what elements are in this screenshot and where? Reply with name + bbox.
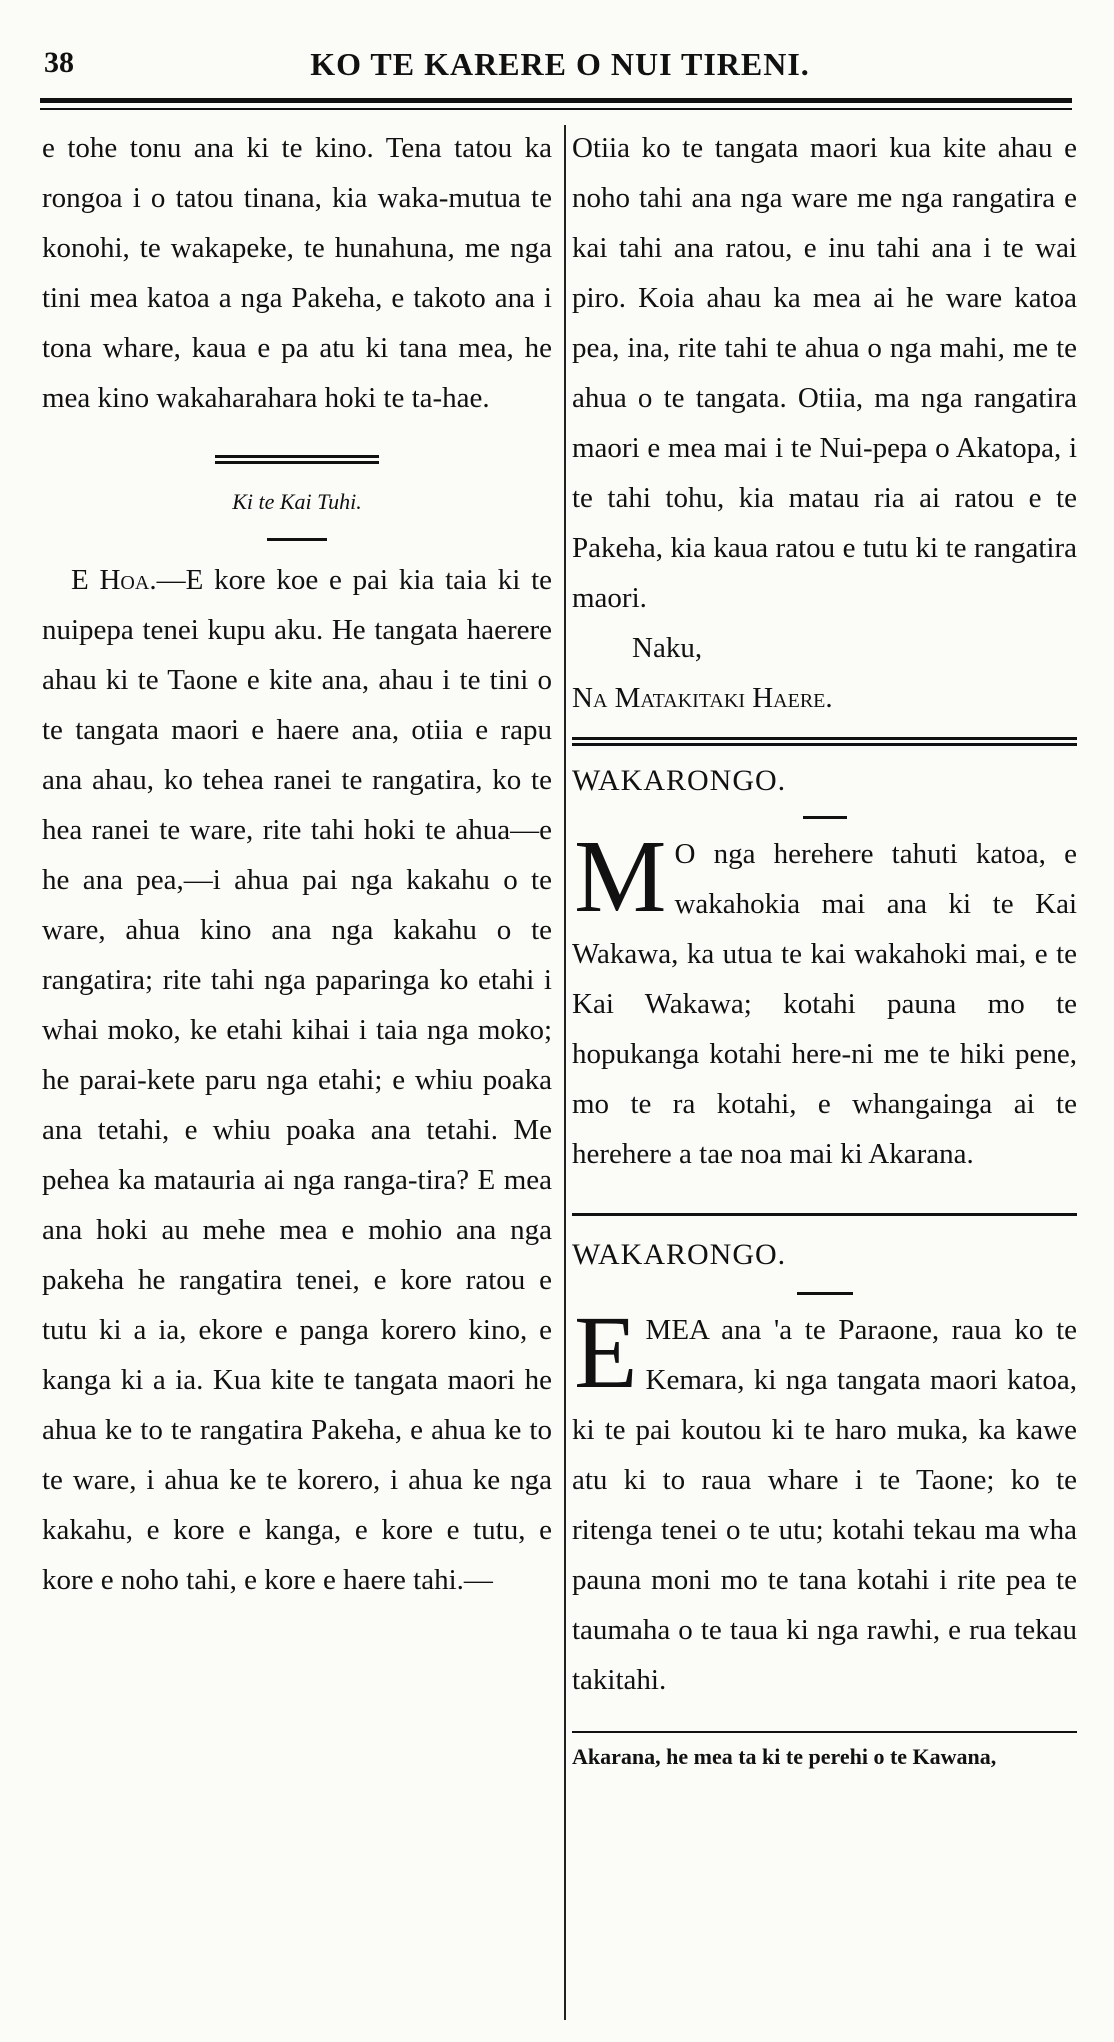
page-header (40, 44, 1080, 94)
opening-paragraph: e tohe tonu ana ki te kino. Tena tatou ka rongoa i o tatou tinana, kia waka-mutua te konohi, te wakapeke, te hunahuna, me nga tini mea katoa a nga Pakeha, e takoto ana i tona whare, kaua e pa atu ki tana mea, he mea kino wakaharahara hoki te ta-hae. (42, 132, 552, 414)
notice-body-paragraph (572, 1295, 1077, 1705)
header-rule-thick (40, 98, 1072, 103)
notice-body: ana 'a te Paraone, raua ko te Kemara, ki nga tangata maori katoa, ki te pai koutou ki te haro muka, ka kawe atu ki to raua whare i te Taone; ko te ritenga tenei o te utu; kotahi tekau ma wha pauna moni mo te tana kotahi i rite pea te taumaha o te taua ki nga rawhi, e rua tekau takitahi. (572, 1314, 1077, 1696)
signature: Na Matakitaki Haere. (572, 682, 833, 714)
salutation: E Hoa. (71, 564, 157, 596)
printer-note: Akarana, he mea ta ki te perehi o te Kawana, (572, 1744, 997, 1769)
section-double-rule (572, 737, 1077, 746)
notice-body-paragraph (572, 819, 1077, 1179)
page-number: 38 (44, 46, 74, 79)
notice-heading-rule (797, 1292, 853, 1295)
section-double-rule (215, 455, 379, 464)
notice-lead: MEA (645, 1314, 709, 1346)
letter-heading: Ki te Kai Tuhi. (232, 489, 362, 514)
drop-cap: E (574, 1295, 638, 1410)
column-divider (564, 125, 566, 2020)
letter-continued: Otiia ko te tangata maori kua kite ahau e noho tahi ana nga ware me nga rangatira e kai tahi ana ratou, e inu tahi ana i te wai piro. Koia ahau ka mea ai he ware katoa pea, ina, rite tahi te ahua o nga mahi, me te ahua o te tangata. Otiia, ma nga rangatira maori e mea mai i te Nui-pepa o Akatopa, i te tahi tohu, kia matau ria ai ratou e te Pakeha, kia kaua ratou e tutu ki te rangatira maori. (572, 132, 1077, 614)
notice-heading: WAKARONGO. (572, 764, 787, 797)
drop-cap: M (574, 819, 667, 934)
letter-body-paragraph (42, 555, 552, 1605)
header-rule-thin (40, 108, 1072, 110)
notice-heading: WAKARONGO. (572, 1238, 787, 1271)
letter-body: —E kore koe e pai kia taia ki te nuipepa tenei kupu aku. He tangata haerere ahau ki te Taone e kite ana, ahau i te tini o te tangata maori e haere ana, otiia e rapu ana ahau, ko tehea ranei te rangatira, ko te hea ranei te ware, rite tahi hoki te ahua—e he ana pea,—i ahua pai nga kakahu o te ware, ahua kino ana nga kakahu o te rangatira; rite tahi nga paparinga ko etahi i whai moko, ke etahi kihai i taia nga moko; he parai-kete paru nga etahi; e whiu poaka ana tetahi, e whiu poaka ana tetahi. Me pehea ka matauria ai nga ranga-tira? E mea ana hoki au mehe mea e mohio ana nga pakeha he rangatira tenei, e kore ratou e tutu ki a ia, ekore e panga korero kino, e kanga ki a ia. Kua kite te tangata maori he ahua ke to te rangatira Pakeha, e ahua ke to te ware, i ahua ke te korero, i ahua ke nga kakahu, e kore e kanga, e kore e tutu, e kore e noho tahi, e kore e haere tahi.— (42, 564, 553, 1596)
letter-heading-rule (267, 538, 327, 541)
section-rule (572, 1213, 1077, 1216)
notice-body: O nga herehere tahuti katoa, e wakahokia mai ana ki te Kai Wakawa, ka utua te kai wakahoki mai, e te Kai Wakawa; kotahi pauna mo te hopukanga kotahi here-ni me te hiki pene, mo te ra kotahi, e whangainga ai te herehere a tae noa mai ki Akarana. (572, 838, 1077, 1170)
sign-off: Naku, (632, 632, 703, 664)
notice-heading-rule (803, 816, 847, 819)
right-column (572, 123, 1077, 1777)
footer-rule (572, 1731, 1077, 1733)
left-column (42, 123, 552, 1605)
newspaper-title: KO TE KARERE O NUI TIRENI. (310, 46, 810, 82)
